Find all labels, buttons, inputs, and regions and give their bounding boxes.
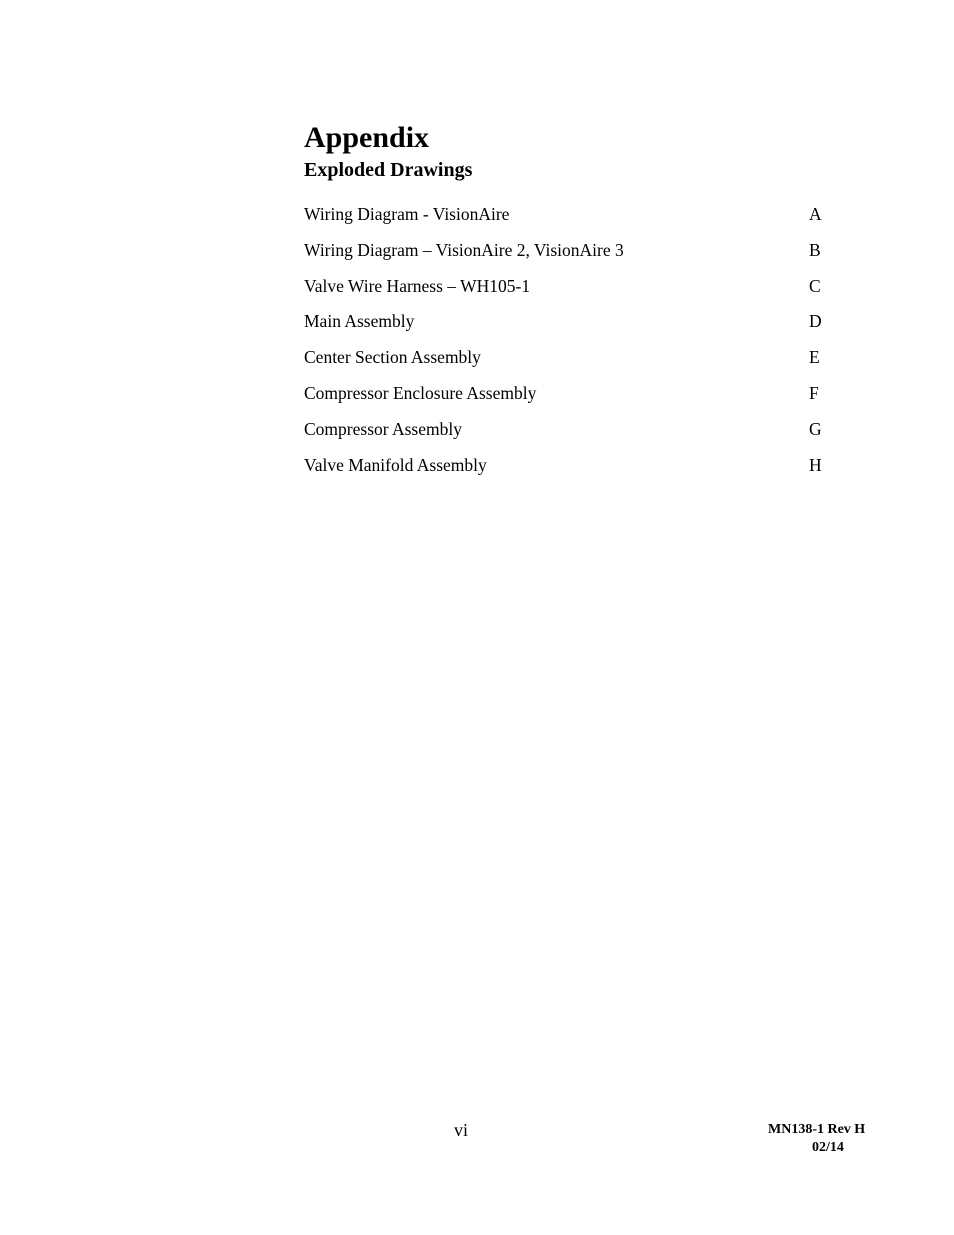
page-number: vi xyxy=(454,1120,469,1140)
page-title: Appendix xyxy=(304,121,430,154)
contents-row-letter: E xyxy=(809,347,820,368)
appendix-contents-list xyxy=(304,201,824,487)
document-revision: MN138-1 Rev H xyxy=(768,1122,866,1137)
contents-row-label: Wiring Diagram – VisionAire 2, VisionAire 3 xyxy=(304,239,624,260)
contents-row-label: Valve Manifold Assembly xyxy=(304,454,487,475)
contents-row xyxy=(304,416,824,452)
contents-row xyxy=(304,308,824,344)
contents-row xyxy=(304,201,824,237)
contents-row xyxy=(304,452,824,488)
contents-row-label: Compressor Enclosure Assembly xyxy=(304,382,537,403)
contents-row-letter: F xyxy=(809,382,819,403)
contents-row-letter: A xyxy=(809,204,822,224)
contents-row-label: Center Section Assembly xyxy=(304,347,481,368)
contents-row xyxy=(304,237,824,273)
contents-row xyxy=(304,344,824,380)
contents-row-label: Wiring Diagram - VisionAire xyxy=(304,204,510,224)
contents-row-letter: D xyxy=(809,311,822,332)
contents-row-letter: G xyxy=(809,418,822,439)
contents-row-letter: C xyxy=(809,275,821,296)
contents-row-label: Compressor Assembly xyxy=(304,418,462,439)
contents-row-letter: B xyxy=(809,239,821,260)
contents-row-label: Valve Wire Harness – WH105-1 xyxy=(304,275,531,296)
contents-row xyxy=(304,380,824,416)
section-subtitle: Exploded Drawings xyxy=(304,159,473,181)
document-date: 02/14 xyxy=(812,1140,844,1155)
contents-row-label: Main Assembly xyxy=(304,311,415,332)
contents-row xyxy=(304,273,824,309)
contents-row-letter: H xyxy=(809,454,822,475)
